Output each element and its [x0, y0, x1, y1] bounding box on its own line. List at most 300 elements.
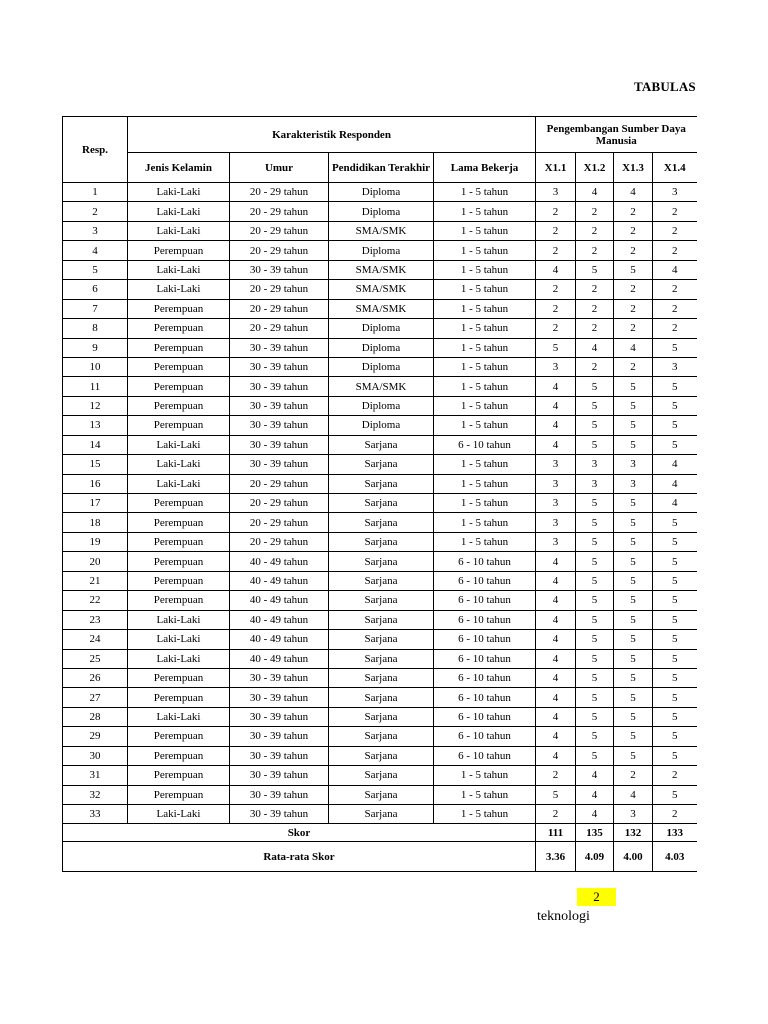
lama-bekerja-cell: 6 - 10 tahun	[434, 649, 536, 668]
x13-cell: 5	[614, 591, 653, 610]
pendidikan-cell: Sarjana	[329, 552, 434, 571]
pendidikan-cell: Diploma	[329, 183, 434, 202]
x14-cell: 3	[653, 183, 697, 202]
x13-cell: 5	[614, 552, 653, 571]
resp-cell: 28	[63, 707, 128, 726]
pendidikan-cell: Diploma	[329, 357, 434, 376]
x11-cell: 3	[536, 183, 576, 202]
x14-cell: 5	[653, 416, 697, 435]
x12-cell: 4	[576, 766, 614, 785]
umur-cell: 40 - 49 tahun	[230, 649, 329, 668]
umur-cell: 20 - 29 tahun	[230, 513, 329, 532]
resp-cell: 20	[63, 552, 128, 571]
lama-bekerja-cell: 6 - 10 tahun	[434, 571, 536, 590]
jenis-kelamin-cell: Perempuan	[128, 552, 230, 571]
x14-cell: 2	[653, 202, 697, 221]
rata-x13: 4.00	[614, 842, 653, 872]
pendidikan-cell: Sarjana	[329, 610, 434, 629]
x12-cell: 5	[576, 571, 614, 590]
lama-bekerja-cell: 1 - 5 tahun	[434, 416, 536, 435]
resp-cell: 22	[63, 591, 128, 610]
table-row	[63, 357, 697, 376]
umur-cell: 30 - 39 tahun	[230, 338, 329, 357]
x13-cell: 4	[614, 338, 653, 357]
x13-cell: 5	[614, 707, 653, 726]
x11-cell: 4	[536, 688, 576, 707]
resp-cell: 25	[63, 649, 128, 668]
umur-cell: 20 - 29 tahun	[230, 241, 329, 260]
x14-cell: 5	[653, 571, 697, 590]
umur-cell: 20 - 29 tahun	[230, 221, 329, 240]
x13-cell: 2	[614, 357, 653, 376]
x12-cell: 5	[576, 260, 614, 279]
tabulation-table	[62, 116, 697, 872]
resp-cell: 19	[63, 532, 128, 551]
x12-cell: 5	[576, 513, 614, 532]
x13-cell: 3	[614, 474, 653, 493]
table-row	[63, 435, 697, 454]
x11-cell: 4	[536, 396, 576, 415]
x14-cell: 5	[653, 649, 697, 668]
jenis-kelamin-cell: Perempuan	[128, 668, 230, 687]
x13-cell: 2	[614, 280, 653, 299]
x11-cell: 3	[536, 494, 576, 513]
table-row	[63, 241, 697, 260]
x12-cell: 5	[576, 746, 614, 765]
skor-row	[63, 824, 697, 842]
resp-cell: 12	[63, 396, 128, 415]
x12-cell: 5	[576, 630, 614, 649]
x11-header: X1.1	[536, 153, 576, 183]
jenis-kelamin-cell: Perempuan	[128, 766, 230, 785]
jenis-kelamin-cell: Perempuan	[128, 416, 230, 435]
x13-cell: 4	[614, 183, 653, 202]
jenis-kelamin-cell: Laki-Laki	[128, 707, 230, 726]
umur-cell: 20 - 29 tahun	[230, 494, 329, 513]
pendidikan-cell: Sarjana	[329, 746, 434, 765]
x12-cell: 5	[576, 552, 614, 571]
x14-cell: 4	[653, 474, 697, 493]
x12-cell: 5	[576, 435, 614, 454]
x12-cell: 4	[576, 183, 614, 202]
table-row	[63, 319, 697, 338]
jenis-kelamin-cell: Perempuan	[128, 571, 230, 590]
rata-x14: 4.03	[653, 842, 697, 872]
x11-cell: 4	[536, 707, 576, 726]
header-row-group	[63, 117, 697, 153]
umur-cell: 40 - 49 tahun	[230, 630, 329, 649]
x11-cell: 2	[536, 319, 576, 338]
x13-cell: 3	[614, 805, 653, 824]
table-row	[63, 396, 697, 415]
resp-cell: 10	[63, 357, 128, 376]
x11-cell: 5	[536, 338, 576, 357]
x14-cell: 5	[653, 338, 697, 357]
pendidikan-cell: Diploma	[329, 241, 434, 260]
x13-cell: 5	[614, 688, 653, 707]
x12-cell: 4	[576, 785, 614, 804]
x14-cell: 5	[653, 513, 697, 532]
x13-cell: 5	[614, 668, 653, 687]
x11-cell: 4	[536, 416, 576, 435]
x14-cell: 2	[653, 299, 697, 318]
pendidikan-cell: Sarjana	[329, 727, 434, 746]
lama-bekerja-cell: 1 - 5 tahun	[434, 377, 536, 396]
table-row	[63, 299, 697, 318]
resp-cell: 32	[63, 785, 128, 804]
resp-cell: 33	[63, 805, 128, 824]
karakteristik-responden-header: Karakteristik Responden	[128, 117, 536, 153]
resp-cell: 24	[63, 630, 128, 649]
x13-cell: 5	[614, 513, 653, 532]
lama-bekerja-cell: 1 - 5 tahun	[434, 474, 536, 493]
lama-bekerja-cell: 6 - 10 tahun	[434, 435, 536, 454]
x14-cell: 5	[653, 688, 697, 707]
jenis-kelamin-cell: Perempuan	[128, 357, 230, 376]
umur-cell: 30 - 39 tahun	[230, 435, 329, 454]
pendidikan-cell: Sarjana	[329, 668, 434, 687]
lama-bekerja-cell: 1 - 5 tahun	[434, 338, 536, 357]
jenis-kelamin-header: Jenis Kelamin	[128, 153, 230, 183]
umur-cell: 20 - 29 tahun	[230, 280, 329, 299]
x14-cell: 5	[653, 552, 697, 571]
rata-x12: 4.09	[576, 842, 614, 872]
lama-bekerja-cell: 1 - 5 tahun	[434, 805, 536, 824]
lama-bekerja-cell: 6 - 10 tahun	[434, 630, 536, 649]
skor-x11: 111	[536, 824, 576, 842]
lama-bekerja-cell: 6 - 10 tahun	[434, 727, 536, 746]
x13-cell: 2	[614, 221, 653, 240]
pendidikan-cell: Sarjana	[329, 474, 434, 493]
pendidikan-cell: Sarjana	[329, 785, 434, 804]
x14-cell: 5	[653, 668, 697, 687]
lama-bekerja-cell: 1 - 5 tahun	[434, 241, 536, 260]
table-row	[63, 610, 697, 629]
table-row	[63, 630, 697, 649]
lama-bekerja-header: Lama Bekerja	[434, 153, 536, 183]
umur-cell: 40 - 49 tahun	[230, 552, 329, 571]
x12-cell: 5	[576, 416, 614, 435]
x12-cell: 5	[576, 377, 614, 396]
resp-cell: 4	[63, 241, 128, 260]
x14-cell: 4	[653, 455, 697, 474]
lama-bekerja-cell: 6 - 10 tahun	[434, 688, 536, 707]
table-row	[63, 513, 697, 532]
pendidikan-cell: Diploma	[329, 202, 434, 221]
resp-cell: 3	[63, 221, 128, 240]
lama-bekerja-cell: 1 - 5 tahun	[434, 513, 536, 532]
lama-bekerja-cell: 1 - 5 tahun	[434, 494, 536, 513]
x14-cell: 5	[653, 630, 697, 649]
x13-cell: 3	[614, 455, 653, 474]
x14-cell: 5	[653, 435, 697, 454]
x13-header: X1.3	[614, 153, 653, 183]
x12-cell: 5	[576, 494, 614, 513]
jenis-kelamin-cell: Laki-Laki	[128, 805, 230, 824]
umur-cell: 30 - 39 tahun	[230, 785, 329, 804]
lama-bekerja-cell: 1 - 5 tahun	[434, 766, 536, 785]
x14-cell: 3	[653, 357, 697, 376]
jenis-kelamin-cell: Perempuan	[128, 319, 230, 338]
table-row	[63, 688, 697, 707]
jenis-kelamin-cell: Perempuan	[128, 591, 230, 610]
umur-cell: 30 - 39 tahun	[230, 260, 329, 279]
umur-cell: 30 - 39 tahun	[230, 416, 329, 435]
x13-cell: 2	[614, 299, 653, 318]
table-row	[63, 494, 697, 513]
skor-x12: 135	[576, 824, 614, 842]
x11-cell: 4	[536, 377, 576, 396]
x11-cell: 2	[536, 202, 576, 221]
x12-cell: 5	[576, 591, 614, 610]
jenis-kelamin-cell: Perempuan	[128, 299, 230, 318]
pendidikan-cell: SMA/SMK	[329, 280, 434, 299]
jenis-kelamin-cell: Laki-Laki	[128, 221, 230, 240]
table-row	[63, 455, 697, 474]
x14-cell: 5	[653, 396, 697, 415]
umur-cell: 30 - 39 tahun	[230, 766, 329, 785]
pendidikan-cell: SMA/SMK	[329, 221, 434, 240]
x11-cell: 2	[536, 766, 576, 785]
x12-header: X1.2	[576, 153, 614, 183]
x13-cell: 5	[614, 416, 653, 435]
umur-cell: 30 - 39 tahun	[230, 805, 329, 824]
x11-cell: 3	[536, 474, 576, 493]
jenis-kelamin-cell: Laki-Laki	[128, 649, 230, 668]
x11-cell: 4	[536, 591, 576, 610]
jenis-kelamin-cell: Laki-Laki	[128, 280, 230, 299]
umur-cell: 30 - 39 tahun	[230, 357, 329, 376]
pendidikan-cell: Sarjana	[329, 805, 434, 824]
x11-cell: 5	[536, 785, 576, 804]
pendidikan-cell: SMA/SMK	[329, 299, 434, 318]
x13-cell: 5	[614, 494, 653, 513]
x13-cell: 5	[614, 746, 653, 765]
x11-cell: 4	[536, 435, 576, 454]
pendidikan-cell: SMA/SMK	[329, 377, 434, 396]
pendidikan-cell: Sarjana	[329, 571, 434, 590]
umur-header: Umur	[230, 153, 329, 183]
jenis-kelamin-cell: Perempuan	[128, 532, 230, 551]
x12-cell: 3	[576, 455, 614, 474]
x13-cell: 5	[614, 260, 653, 279]
umur-cell: 30 - 39 tahun	[230, 396, 329, 415]
jenis-kelamin-cell: Laki-Laki	[128, 610, 230, 629]
lama-bekerja-cell: 1 - 5 tahun	[434, 183, 536, 202]
x14-cell: 5	[653, 377, 697, 396]
lama-bekerja-cell: 1 - 5 tahun	[434, 299, 536, 318]
pendidikan-cell: Sarjana	[329, 707, 434, 726]
jenis-kelamin-cell: Laki-Laki	[128, 202, 230, 221]
table-row	[63, 727, 697, 746]
umur-cell: 20 - 29 tahun	[230, 299, 329, 318]
x11-cell: 4	[536, 630, 576, 649]
table-row	[63, 649, 697, 668]
umur-cell: 30 - 39 tahun	[230, 707, 329, 726]
x14-cell: 5	[653, 591, 697, 610]
lama-bekerja-cell: 6 - 10 tahun	[434, 746, 536, 765]
umur-cell: 20 - 29 tahun	[230, 202, 329, 221]
lama-bekerja-cell: 1 - 5 tahun	[434, 280, 536, 299]
x14-cell: 5	[653, 727, 697, 746]
resp-cell: 30	[63, 746, 128, 765]
x11-cell: 4	[536, 610, 576, 629]
x13-cell: 5	[614, 610, 653, 629]
x11-cell: 3	[536, 455, 576, 474]
x12-cell: 2	[576, 280, 614, 299]
table-row	[63, 202, 697, 221]
resp-header: Resp.	[63, 117, 128, 183]
x11-cell: 4	[536, 727, 576, 746]
jenis-kelamin-cell: Perempuan	[128, 377, 230, 396]
umur-cell: 30 - 39 tahun	[230, 746, 329, 765]
umur-cell: 30 - 39 tahun	[230, 727, 329, 746]
x11-cell: 3	[536, 513, 576, 532]
x14-cell: 5	[653, 785, 697, 804]
table-row	[63, 532, 697, 551]
x11-cell: 4	[536, 746, 576, 765]
x12-cell: 5	[576, 688, 614, 707]
jenis-kelamin-cell: Laki-Laki	[128, 260, 230, 279]
pendidikan-cell: SMA/SMK	[329, 260, 434, 279]
resp-cell: 27	[63, 688, 128, 707]
lama-bekerja-cell: 6 - 10 tahun	[434, 591, 536, 610]
x12-cell: 2	[576, 299, 614, 318]
x12-cell: 2	[576, 202, 614, 221]
lama-bekerja-cell: 1 - 5 tahun	[434, 260, 536, 279]
jenis-kelamin-cell: Perempuan	[128, 241, 230, 260]
table-row	[63, 707, 697, 726]
x11-cell: 2	[536, 805, 576, 824]
umur-cell: 40 - 49 tahun	[230, 610, 329, 629]
lama-bekerja-cell: 6 - 10 tahun	[434, 610, 536, 629]
x14-cell: 4	[653, 260, 697, 279]
table-row	[63, 591, 697, 610]
table-row	[63, 338, 697, 357]
umur-cell: 30 - 39 tahun	[230, 377, 329, 396]
footer-text: teknologi	[537, 909, 590, 924]
x13-cell: 5	[614, 571, 653, 590]
resp-cell: 7	[63, 299, 128, 318]
resp-cell: 23	[63, 610, 128, 629]
table-row	[63, 183, 697, 202]
pendidikan-cell: Diploma	[329, 338, 434, 357]
table-row	[63, 805, 697, 824]
jenis-kelamin-cell: Perempuan	[128, 727, 230, 746]
resp-cell: 13	[63, 416, 128, 435]
jenis-kelamin-cell: Laki-Laki	[128, 474, 230, 493]
jenis-kelamin-cell: Perempuan	[128, 688, 230, 707]
document-title: TABULAS	[634, 79, 696, 94]
resp-cell: 1	[63, 183, 128, 202]
resp-cell: 9	[63, 338, 128, 357]
x12-cell: 5	[576, 610, 614, 629]
x12-cell: 3	[576, 474, 614, 493]
jenis-kelamin-cell: Laki-Laki	[128, 183, 230, 202]
lama-bekerja-cell: 1 - 5 tahun	[434, 785, 536, 804]
umur-cell: 20 - 29 tahun	[230, 183, 329, 202]
table-row	[63, 260, 697, 279]
skor-x14: 133	[653, 824, 697, 842]
lama-bekerja-cell: 1 - 5 tahun	[434, 396, 536, 415]
pendidikan-cell: Diploma	[329, 416, 434, 435]
umur-cell: 40 - 49 tahun	[230, 591, 329, 610]
table-row	[63, 766, 697, 785]
umur-cell: 20 - 29 tahun	[230, 532, 329, 551]
rata-rata-skor-label: Rata-rata Skor	[63, 842, 536, 872]
pendidikan-cell: Diploma	[329, 396, 434, 415]
resp-cell: 17	[63, 494, 128, 513]
x11-cell: 2	[536, 241, 576, 260]
umur-cell: 40 - 49 tahun	[230, 571, 329, 590]
x13-cell: 5	[614, 630, 653, 649]
x13-cell: 2	[614, 766, 653, 785]
resp-cell: 11	[63, 377, 128, 396]
x13-cell: 5	[614, 727, 653, 746]
x12-cell: 4	[576, 338, 614, 357]
resp-cell: 2	[63, 202, 128, 221]
lama-bekerja-cell: 1 - 5 tahun	[434, 532, 536, 551]
lama-bekerja-cell: 6 - 10 tahun	[434, 707, 536, 726]
x12-cell: 5	[576, 668, 614, 687]
jenis-kelamin-cell: Laki-Laki	[128, 455, 230, 474]
jenis-kelamin-cell: Perempuan	[128, 338, 230, 357]
umur-cell: 30 - 39 tahun	[230, 688, 329, 707]
x13-cell: 5	[614, 532, 653, 551]
pendidikan-cell: Sarjana	[329, 649, 434, 668]
jenis-kelamin-cell: Perempuan	[128, 785, 230, 804]
skor-x13: 132	[614, 824, 653, 842]
x11-cell: 4	[536, 571, 576, 590]
jenis-kelamin-cell: Laki-Laki	[128, 630, 230, 649]
lama-bekerja-cell: 1 - 5 tahun	[434, 455, 536, 474]
x12-cell: 5	[576, 396, 614, 415]
x13-cell: 2	[614, 319, 653, 338]
x14-cell: 5	[653, 610, 697, 629]
pendidikan-cell: Sarjana	[329, 455, 434, 474]
resp-cell: 14	[63, 435, 128, 454]
resp-cell: 21	[63, 571, 128, 590]
jenis-kelamin-cell: Perempuan	[128, 494, 230, 513]
x11-cell: 4	[536, 260, 576, 279]
x14-header: X1.4	[653, 153, 697, 183]
pendidikan-cell: Sarjana	[329, 591, 434, 610]
rata-rata-skor-row	[63, 842, 697, 872]
lama-bekerja-cell: 1 - 5 tahun	[434, 319, 536, 338]
resp-cell: 26	[63, 668, 128, 687]
x13-cell: 4	[614, 785, 653, 804]
x14-cell: 5	[653, 707, 697, 726]
table-row	[63, 785, 697, 804]
jenis-kelamin-cell: Perempuan	[128, 396, 230, 415]
x14-cell: 2	[653, 280, 697, 299]
resp-cell: 29	[63, 727, 128, 746]
pendidikan-cell: Sarjana	[329, 532, 434, 551]
resp-cell: 6	[63, 280, 128, 299]
x11-cell: 2	[536, 299, 576, 318]
lama-bekerja-cell: 1 - 5 tahun	[434, 357, 536, 376]
x11-cell: 4	[536, 668, 576, 687]
x12-cell: 2	[576, 319, 614, 338]
x14-cell: 2	[653, 805, 697, 824]
x13-cell: 5	[614, 396, 653, 415]
x14-cell: 2	[653, 766, 697, 785]
x12-cell: 2	[576, 241, 614, 260]
lama-bekerja-cell: 1 - 5 tahun	[434, 221, 536, 240]
jenis-kelamin-cell: Perempuan	[128, 513, 230, 532]
umur-cell: 20 - 29 tahun	[230, 319, 329, 338]
jenis-kelamin-cell: Laki-Laki	[128, 435, 230, 454]
